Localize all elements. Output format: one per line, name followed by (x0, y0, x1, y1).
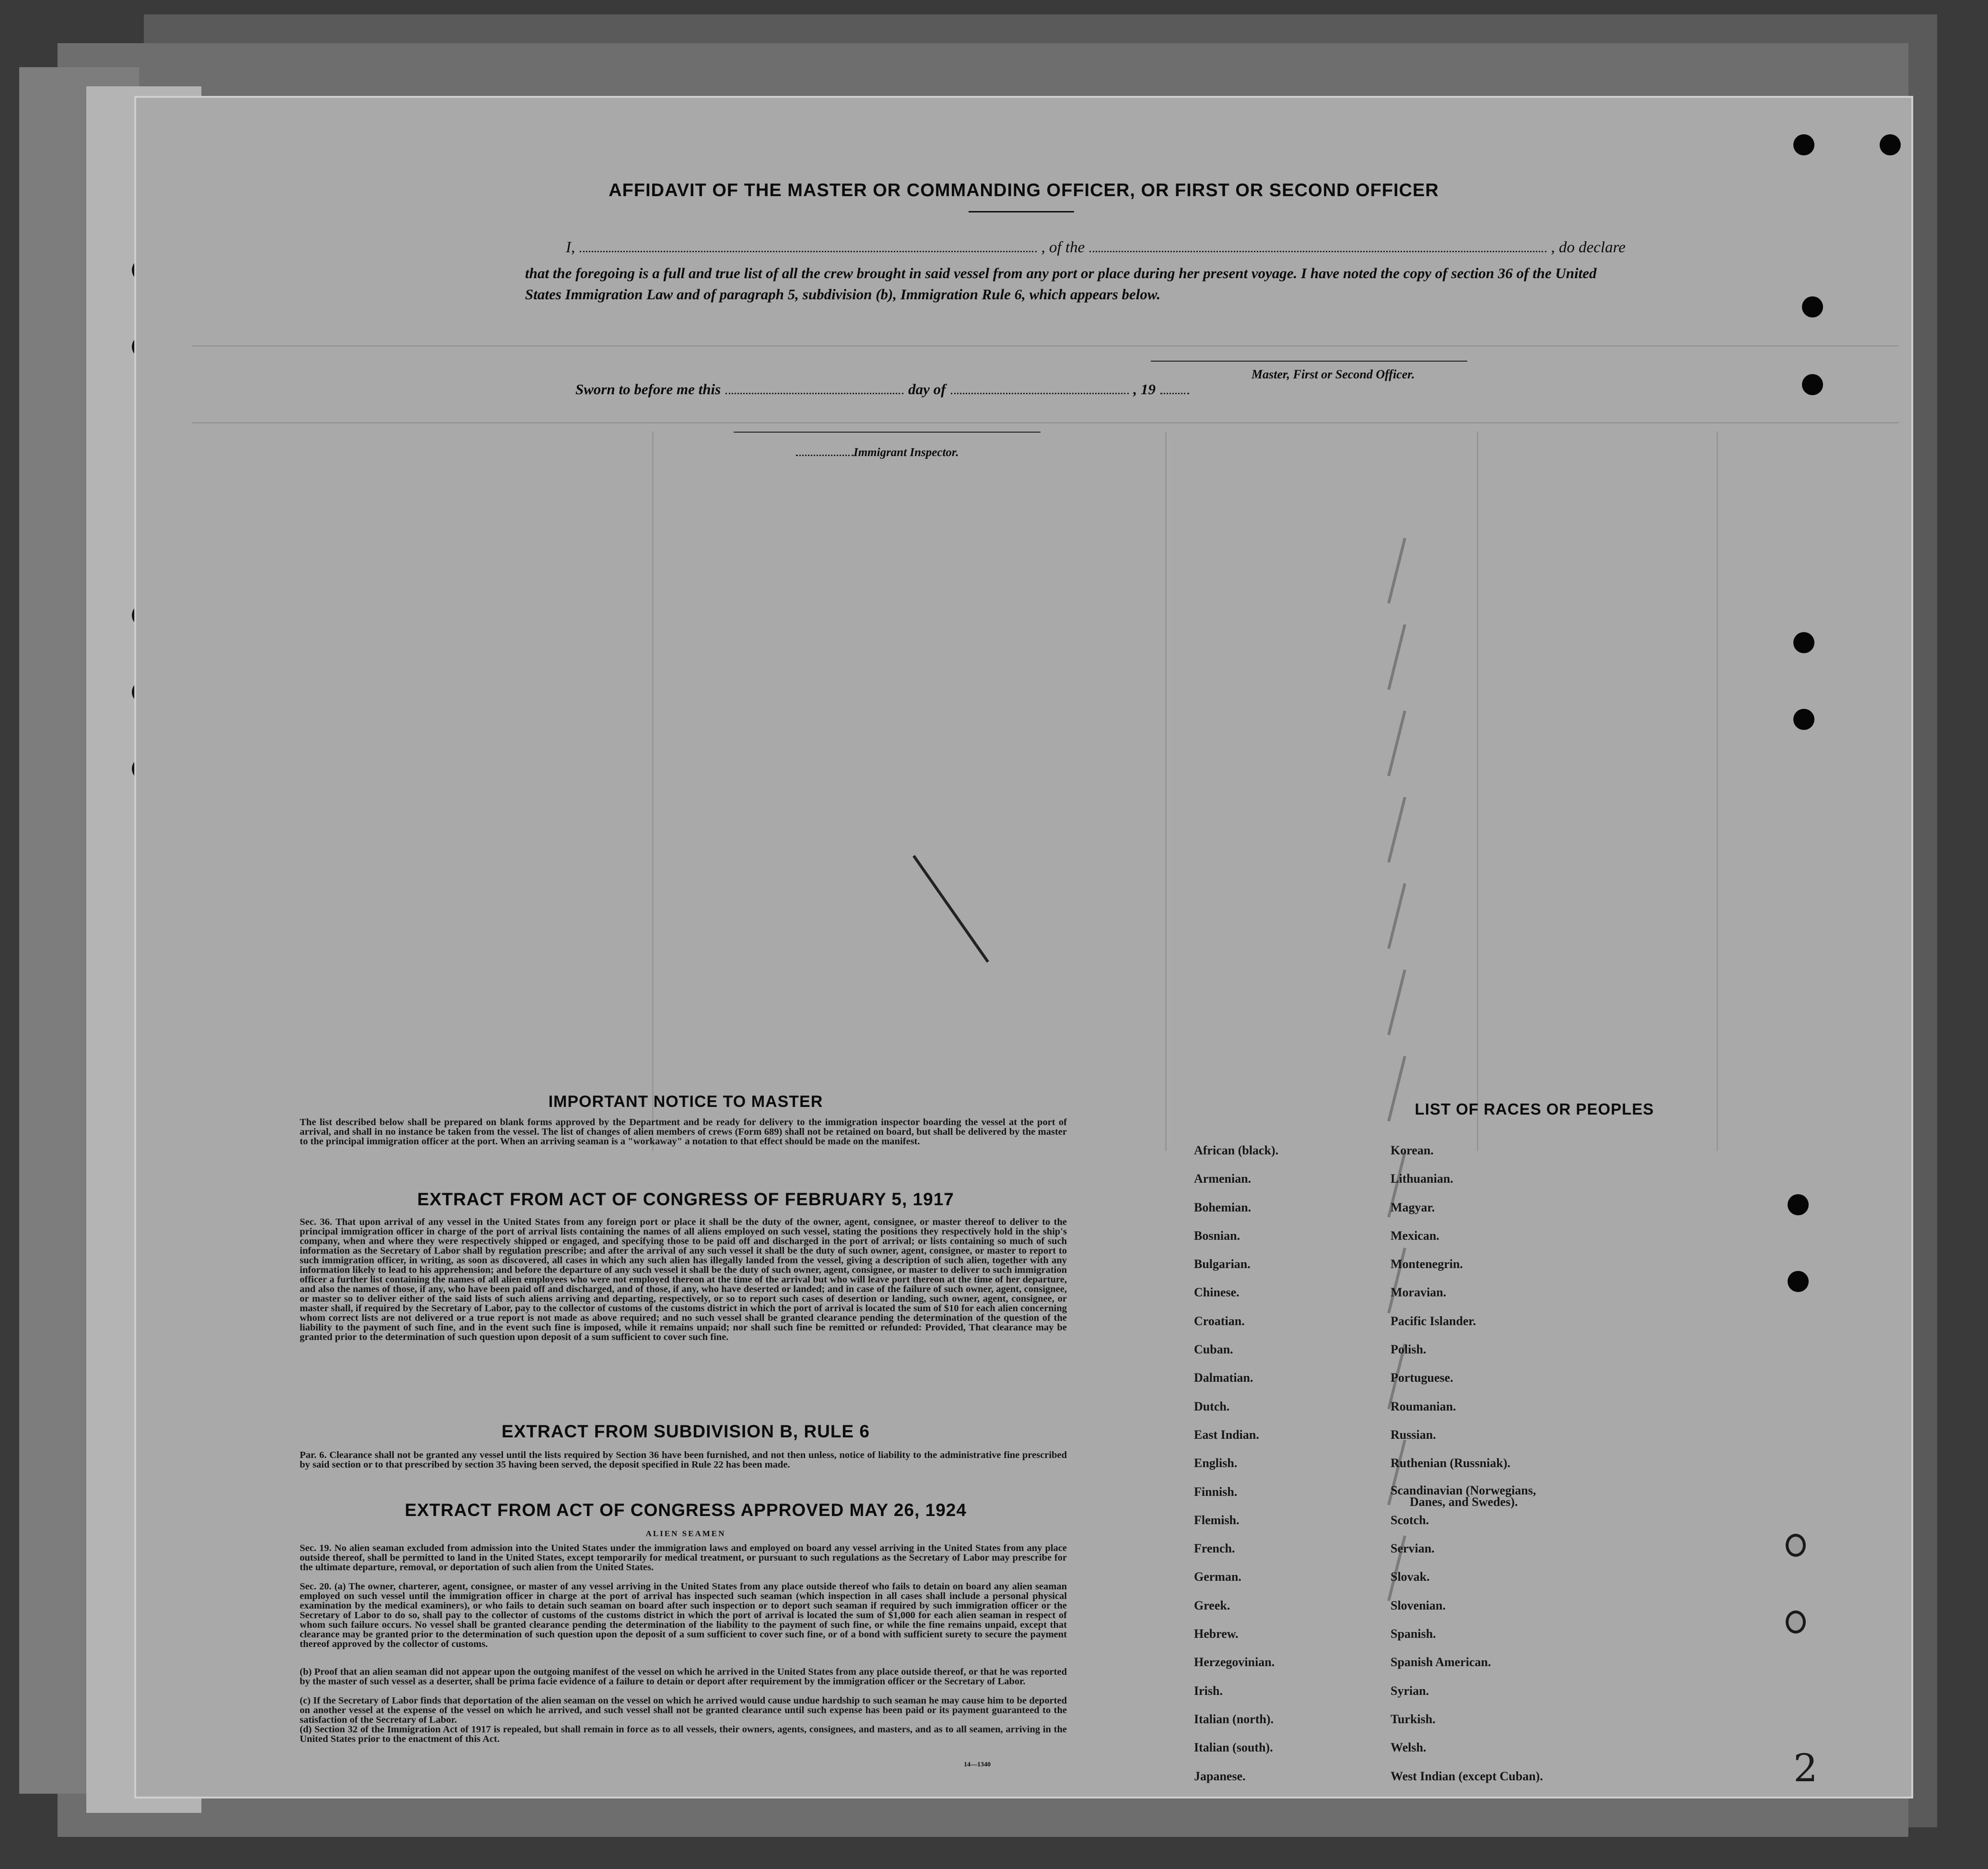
race-item: Japanese. (1194, 1769, 1246, 1783)
races-title: LIST OF RACES OR PEOPLES (1415, 1100, 1654, 1118)
extract-1924-sec20d: (d) Section 32 of the Immigration Act of 1917 is repealed, but shall remain in force as to all vessels, their owners, agents, consignees, and masters, and as to all seamen, arriving in the United States prior to the enactment of this Act. (300, 1724, 1067, 1744)
race-item: Pacific Islander. (1391, 1314, 1476, 1328)
race-item: Turkish. (1391, 1712, 1436, 1726)
race-item: Lithuanian. (1391, 1172, 1453, 1186)
race-item: Servian. (1391, 1541, 1435, 1556)
race-item: East Indian. (1194, 1427, 1259, 1442)
race-item: Mexican. (1391, 1228, 1439, 1243)
document-page (134, 96, 1913, 1798)
race-item: Chinese. (1194, 1285, 1240, 1300)
extract-1924-sec20b: (b) Proof that an alien seaman did not appear upon the outgoing manifest of the vessel on which he arrived in the United States from any place outside thereof, or that he was reported by the master of such vessel as a deserter, shall be prima facie evidence of a failure to detain or deport after requirement by the immigration officer or the Secretary of Labor. (300, 1667, 1067, 1687)
sworn-month-field[interactable] (951, 381, 1129, 394)
binder-hole-icon (1793, 632, 1814, 653)
extract-1924-sec20a: Sec. 20. (a) The owner, charterer, agent, consignee, or master of any vessel arriving in the United States from any place outside thereof who fails to detain on board any alien seaman employed on such vessel until the immigration officer in charge at the port of arrival has inspected such seaman (which inspection in all cases shall include a personal physical examination by the medical examiners), or who fails to detain such seaman on board after such inspection or to deport such seaman if required by such immigration officer or the Secretary of Labor to do so, shall pay to the collector of customs of the customs district in which the port of arrival is located the sum of $1,000 for each alien seaman in respect of whom such failure occurs. No vessel shall be granted clearance pending the determination of the liability to the payment of such fine, or while the fine remains unpaid, except that clearance may be granted prior to the determination of such question upon the deposit of a sum sufficient to cover such fine, or of a bond with sufficient surety to secure the payment thereof approved by the collector of customs. (300, 1581, 1067, 1649)
notice-title: IMPORTANT NOTICE TO MASTER (548, 1093, 823, 1111)
race-item: West Indian (except Cuban). (1391, 1769, 1543, 1783)
declaration-declare: , do declare (1551, 239, 1625, 256)
alien-seamen-subheading: ALIEN SEAMEN (645, 1529, 726, 1538)
race-item: Italian (south). (1194, 1740, 1273, 1755)
race-item: Spanish American. (1391, 1655, 1491, 1669)
extract-1917-body: Sec. 36. That upon arrival of any vessel in the United States from any foreign port or place it shall be the duty of the owner, agent, consignee, or master thereof to deliver to the principal immigration officer in charge of the port of arrival lists containing the names of all aliens employed on such vessel, stating the positions they respectively hold in the ship's company, when and where they were respectively shipped or engaged, and specifying those to be paid off and discharged in the port of arrival; or lists containing so much of such information as the Secretary of Labor shall by regulation prescribe; and after the arrival of any such vessel it shall be the duty of such owner, agent, consignee, or master to report to such immigration officer, in writing, as soon as discovered, all cases in which any such alien has illegally landed from the vessel, giving a description of such alien, together with any information likely to lead to his apprehension; and before the departure of any such vessel it shall be the duty of such owner, agent, consignee, or master to deliver to such immigration officer a further list containing the names of all alien employees who were not employed thereon at the time of the arrival but who will leave port thereon at the time of her departure, and also the names of those, if any, who have been paid off and discharged, and of those, if any, who have deserted or landed; and in case of the failure of such owner, agent, consignee, or master so to deliver either of the said lists of such aliens arriving and departing, respectively, or so to report such cases of desertion or landing, such owner, agent, consignee, or master shall, if required by the Secretary of Labor, pay to the collector of customs of the customs district in which the port of arrival is located the sum of $10 for each alien concerning whom correct lists are not delivered or a true report is not made as above required; and no such vessel shall be granted clearance pending the determination of the question of the liability to the payment of such fine, and in the event such fine is imposed, while it remains unpaid; nor shall such fine be remitted or refunded: Provided, That clearance may be granted prior to the determination of such question upon deposit of a sum sufficient to cover such fine. (300, 1217, 1067, 1342)
races-right-column (1391, 1143, 1659, 1798)
extract-rule6-body: Par. 6. Clearance shall not be granted any vessel until the lists required by Section 36 have been furnished, and not then unless, notice of liability to the administrative fine prescribed by said section or to that prescribed by section 35 having been served, the deposit specified in Rule 22 has been made. (300, 1450, 1067, 1470)
race-item: Spanish. (1391, 1627, 1436, 1641)
race-item: African (black). (1194, 1143, 1279, 1157)
race-item: Croatian. (1194, 1314, 1245, 1328)
binder-hole-icon (1788, 1194, 1809, 1215)
sworn-line (575, 381, 1194, 398)
declaration-text: that the foregoing is a full and true list of all the crew brought in said vessel from any port or place during her present voyage. I have noted the copy of section 36 of the United States Immigration Law and of paragraph 5, subdivision (b), Immigration Rule 6, which appears below. (525, 265, 1597, 303)
bleed-through-rule (192, 422, 1899, 423)
declaration-line (566, 239, 1625, 257)
binder-hole-icon (1788, 1271, 1809, 1292)
signature-caption: Master, First or Second Officer. (1251, 367, 1415, 381)
pencil-stroke-icon (912, 855, 989, 963)
affidavit-title: AFFIDAVIT OF THE MASTER OR COMMANDING OFFICER, OR FIRST OR SECOND OFFICER (608, 180, 1439, 200)
binder-hole-icon (1793, 709, 1814, 730)
race-item: Bulgarian. (1194, 1257, 1251, 1271)
race-item: Korean. (1391, 1143, 1434, 1157)
race-item (1391, 1485, 1659, 1513)
inspector-signature-field[interactable] (734, 432, 1041, 433)
extract-1924-sec20c: (c) If the Secretary of Labor finds that deportation of the alien seaman on the vessel on which he arrived would cause undue hardship to such seaman he may cause him to be deported on another vessel at the expense of the vessel on which he arrived, and such vessel shall not be granted clearance until such expense has been paid or its payment guaranteed to the satisfaction of the Secretary of Labor. (300, 1695, 1067, 1725)
race-item: Cuban. (1194, 1342, 1233, 1357)
race-item: English. (1194, 1456, 1238, 1470)
race-item: Armenian. (1194, 1172, 1251, 1186)
race-item: Dalmatian. (1194, 1371, 1253, 1385)
handwritten-page-number: 2 (1793, 1746, 1818, 1790)
races-left-column (1194, 1143, 1376, 1798)
race-item-line: Scandinavian (Norwegians, (1391, 1483, 1536, 1497)
race-item: Welsh. (1391, 1740, 1427, 1755)
declaration-of-the: , of the (1041, 239, 1085, 256)
race-item: Roumanian. (1391, 1399, 1456, 1413)
pencil-check-icon (1387, 883, 1406, 949)
pencil-check-icon (1387, 538, 1406, 603)
race-item-line: Danes, and Swedes). (1410, 1494, 1518, 1509)
race-item: Herzegovinian. (1194, 1655, 1275, 1669)
pencil-check-icon (1387, 624, 1406, 690)
race-item: Portuguese. (1391, 1371, 1453, 1385)
pencil-check-icon (1387, 710, 1406, 776)
form-number: 14—1340 (964, 1761, 991, 1768)
race-item: Syrian. (1391, 1683, 1429, 1698)
race-item: Moravian. (1391, 1285, 1447, 1300)
extract-1917-title: EXTRACT FROM ACT OF CONGRESS OF FEBRUARY 5, 1917 (417, 1189, 954, 1209)
race-item: Greek. (1194, 1598, 1230, 1612)
extract-1924-title: EXTRACT FROM ACT OF CONGRESS APPROVED MAY 26, 1924 (405, 1500, 967, 1520)
bleed-through-rule (1165, 432, 1167, 1151)
inspector-caption: Immigrant Inspector. (854, 446, 959, 459)
race-item: Montenegrin. (1391, 1257, 1463, 1271)
race-item: German. (1194, 1570, 1241, 1584)
race-item: French. (1194, 1541, 1235, 1556)
sworn-year-field[interactable] (1160, 381, 1189, 394)
bleed-through-rule (1477, 432, 1478, 1151)
bleed-through-rule (1717, 432, 1718, 1151)
binder-hole-icon (1802, 296, 1823, 317)
race-item: Italian (north). (1194, 1712, 1274, 1726)
extract-rule6-title: EXTRACT FROM SUBDIVISION B, RULE 6 (502, 1422, 870, 1441)
notice-body: The list described below shall be prepared on blank forms approved by the Department and be ready for delivery to the immigration inspector boarding the vessel at the port of arrival, and shall in no instance be taken from the vessel. The list of changes of alien members of crews (Form 689) shall not be retained on board, but shall be delivered by the master to the principal immigration officer at the port. When an arriving seaman is a "workaway" a notation to that effect should be made on the manifest. (300, 1117, 1067, 1147)
bleed-through-rule (652, 432, 654, 1151)
declaration-i: I, (566, 239, 575, 256)
bleed-through-rule (192, 345, 1899, 347)
race-item: Ruthenian (Russniak). (1391, 1456, 1510, 1470)
sworn-day-field[interactable] (725, 381, 903, 394)
race-item: Dutch. (1194, 1399, 1230, 1413)
signature-field[interactable] (1151, 361, 1467, 362)
race-item: Polish. (1391, 1342, 1427, 1357)
inspector-dots (796, 455, 854, 456)
pencil-check-icon (1387, 797, 1406, 862)
race-item: Slovenian. (1391, 1598, 1446, 1612)
sworn-year: , 19 (1133, 381, 1156, 398)
pencil-check-icon (1387, 969, 1406, 1035)
race-item: Finnish. (1194, 1484, 1238, 1499)
race-item: Scotch. (1391, 1513, 1429, 1527)
vessel-field[interactable] (1089, 239, 1546, 252)
race-item: Irish. (1194, 1683, 1223, 1698)
extract-1924-sec19: Sec. 19. No alien seaman excluded from admission into the United States under the immigration laws and employed on board any vessel arriving in the United States from any place outside thereof, shall be permitted to land in the United States, except temporarily for medical treatment, or pursuant to such regulations as the Secretary of Labor may prescribe for the ultimate departure, removal, or deportation of such alien from the United States. (300, 1543, 1067, 1573)
binder-hole-icon (1793, 134, 1814, 155)
sworn-prefix: Sworn to before me this (575, 381, 721, 398)
binder-hole-icon (1786, 1610, 1806, 1634)
title-rule (969, 211, 1074, 212)
race-item: Russian. (1391, 1427, 1436, 1442)
sworn-day-of: day of (908, 381, 946, 398)
binder-hole-icon (1786, 1534, 1806, 1557)
name-field[interactable] (580, 239, 1036, 252)
binder-hole-icon (1802, 374, 1823, 395)
race-item: Hebrew. (1194, 1627, 1239, 1641)
race-item: Bohemian. (1194, 1200, 1251, 1214)
race-item: Magyar. (1391, 1200, 1435, 1214)
binder-hole-icon (1880, 134, 1901, 155)
race-item: Bosnian. (1194, 1228, 1240, 1243)
race-item: Flemish. (1194, 1513, 1240, 1527)
race-item: Slovak. (1391, 1570, 1430, 1584)
